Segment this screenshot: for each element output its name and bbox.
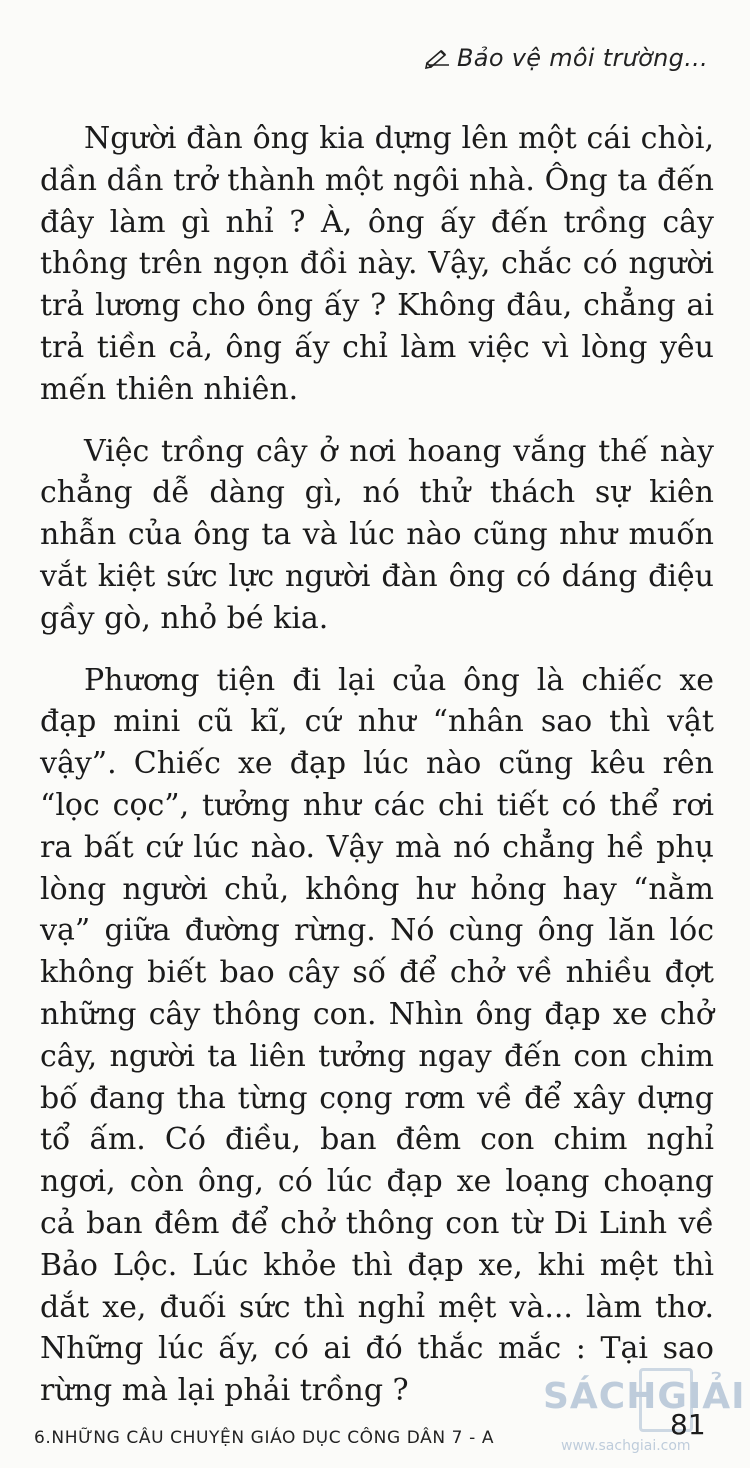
paragraph-1: Người đàn ông kia dựng lên một cái chòi, dần dần trở thành một ngôi nhà. Ông ta đến đây làm gì nhỉ ? À, ông ấy đến trồng cây thông trên ngọn đồi này. Vậy, chắc có người trả lương cho ông ấy ? Không đâu, chẳng ai trả tiền cả, ông ấy chỉ làm việc vì lòng yêu mến thiên nhiên. [40,121,714,407]
watermark-url: www.sachgiai.com [561,1438,691,1454]
running-header [425,44,708,72]
watermark-brand: SÁCHGIẢI [543,1376,746,1417]
watermark-logo [543,1376,748,1460]
paragraph-3: Phương tiện đi lại của ông là chiếc xe đạp mini cũ kĩ, cứ như “nhân sao thì vật vậy”. Chiếc xe đạp lúc nào cũng kêu rên “lọc cọc”, tưởng như các chi tiết có thể rơi ra bất cứ lúc nào. Vậy mà nó chẳng hề phụ lòng người chủ, không hư hỏng hay “nằm vạ” giữa đường rừng. Nó cùng ông lăn lóc không biết bao cây số để chở về nhiều đợt những cây thông con. Nhìn ông đạp xe chở cây, người ta liên tưởng ngay đến con chim bố đang tha từng cọng rơm về để xây dựng tổ ấm. Có điều, ban đêm con chim nghỉ ngơi, còn ông, có lúc đạp xe loạng choạng cả ban đêm để chở thông con từ Di Linh về Bảo Lộc. Lúc khỏe thì đạp xe, khi mệt thì dắt xe, đuối sức thì nghỉ mệt và... làm thơ. Những lúc ấy, có ai đó thắc mắc : Tại sao rừng mà lại phải trồng ? [40,662,714,1409]
footer-book-title: 6.NHỮNG CÂU CHUYỆN GIÁO DỤC CÔNG DÂN 7 - A [34,1428,495,1448]
header-title: Bảo vệ môi trường... [457,44,708,72]
pen-writing-icon [425,47,451,69]
page-number: 81 [670,1408,706,1441]
paragraph-2: Việc trồng cây ở nơi hoang vắng thế này chẳng dễ dàng gì, nó thử thách sự kiên nhẫn của ông ta và lúc nào cũng như muốn vắt kiệt sức lực người đàn ông có dáng điệu gầy gò, nhỏ bé kia. [40,433,714,636]
page-body [40,118,714,1432]
